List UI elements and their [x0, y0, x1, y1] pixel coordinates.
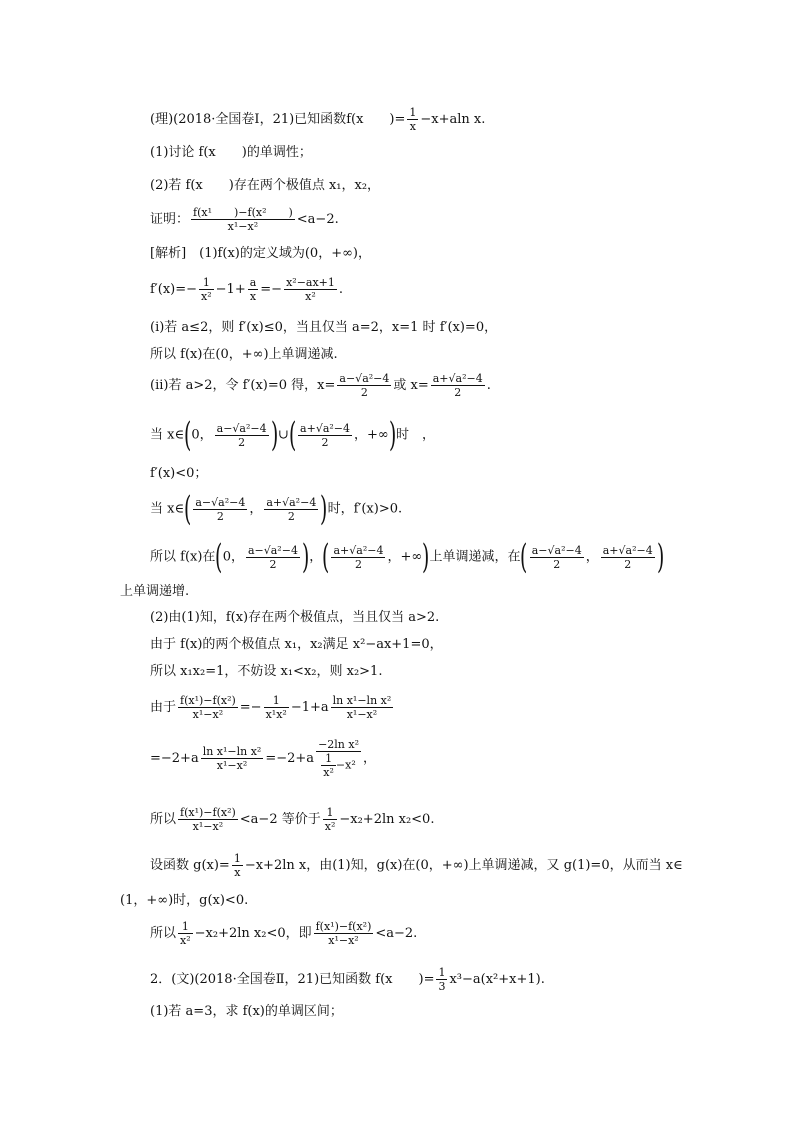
case-i: (i)若 a≤2，则 f′(x)≤0，当且仅当 a=2，x=1 时 f′(x)=0，: [150, 320, 498, 335]
monotonic-increase: 上单调递增.: [120, 584, 190, 599]
part2-line8: (1，+∞)时，g(x)<0.: [120, 893, 249, 908]
derivative-line: f′(x)=− $\frac{1}{\text{x²}}$ −1+ $\frac{a}{x}$ =− $\frac{\text{x²−ax+1}}{\text{x²}}$ .: [150, 276, 344, 303]
interval-line-1: 当 x∈(0， $\frac{\text{a−√a²−4}}{2}$ )∪( $\frac{\text{a+√a²−4}}{2}$ ，+∞)时 ，: [150, 415, 436, 455]
part2-line5: =−2+a $\frac{\text{ln x¹−ln x²}}{\text{x¹−x²}}$ =−2+a −2ln x² $\frac{1}{\text{x²}}$ −x² ，: [150, 738, 377, 779]
prove-statement: 证明： $\frac{\text{f(x¹ )−f(x² )}}{\text{x¹−x²}}$ <a−2.: [150, 206, 339, 233]
part2-line1: (2)由(1)知，f(x)存在两个极值点，当且仅当 a>2.: [150, 610, 440, 625]
text: −x+aln x.: [420, 112, 486, 127]
part2-line4: 由于 $\frac{\text{f(x¹)−f(x²)}}{\text{x¹−x²}}$ =− $\frac{1}{\text{x¹x²}}$ −1+a $\frac{\text{ln x¹−ln x²}}{\text{x¹−x²}}$: [150, 694, 392, 721]
case-i-conclusion: 所以 f(x)在(0，+∞)上单调递减.: [150, 347, 338, 362]
monotonic-summary: 所以 f(x)在(0， $\frac{\text{a−√a²−4}}{2}$ )，( $\frac{\text{a+√a²−4}}{2}$ ，+∞)上单调递减，在( $\frac{\text{a−√a²−4}}{2}$ ， $\frac{\text{a+√a²−4}}{2}$ ): [150, 537, 664, 577]
analysis-label: [解析] (1)f(x)的定义域为(0，+∞)，: [150, 246, 371, 261]
question-1: (1)讨论 f(x )的单调性；: [150, 145, 312, 160]
problem1-intro: [150, 106, 485, 133]
negative-derivative: f′(x)<0；: [150, 466, 208, 481]
interval-line-2: 当 x∈( $\frac{\text{a−√a²−4}}{2}$ ， $\frac{\text{a+√a²−4}}{2}$ )时，f′(x)>0.: [150, 489, 403, 529]
problem2-intro: 2．(文)(2018·全国卷Ⅱ，21)已知函数 f(x )= $\frac{1}{3}$ x³−a(x²+x+1).: [150, 966, 545, 993]
part2-line7: 设函数 g(x)= $\frac{1}{x}$ −x+2ln x，由(1)知，g(x)在(0，+∞)上单调递减，又 g(1)=0，从而当 x∈: [150, 852, 683, 879]
part2-line9: 所以 $\frac{1}{\text{x²}}$ −x₂+2ln x₂<0，即 $\frac{\text{f(x¹)−f(x²)}}{\text{x¹−x²}}$ <a−2.: [150, 920, 418, 947]
part2-line6: 所以 $\frac{\text{f(x¹)−f(x²)}}{\text{x¹−x²}}$ <a−2 等价于 $\frac{1}{\text{x²}}$ −x₂+2ln x₂<0.: [150, 806, 435, 833]
text: (理)(2018·全国卷Ⅰ，21)已知函数: [150, 112, 347, 127]
text: f(x )=: [346, 112, 406, 127]
case-ii: (ii)若 a>2，令 f′(x)=0 得，x= $\frac{\text{a−√a²−4}}{2}$ 或 x= $\frac{\text{a+√a²−4}}{2}$ .: [150, 372, 491, 399]
part2-line3: 所以 x₁x₂=1，不妨设 x₁<x₂，则 x₂>1.: [150, 664, 383, 679]
question-2: (2)若 f(x )存在两个极值点 x₁，x₂，: [150, 178, 381, 193]
problem2-question-1: (1)若 a=3，求 f(x)的单调区间；: [150, 1004, 343, 1019]
part2-line2: 由于 f(x)的两个极值点 x₁，x₂满足 x²−ax+1=0，: [150, 637, 443, 652]
fraction: $\frac{1}{x}$: [409, 106, 417, 133]
fraction: $\frac{\text{f(x¹ )−f(x² )}}{\text{x¹−x²}}$: [193, 206, 293, 233]
